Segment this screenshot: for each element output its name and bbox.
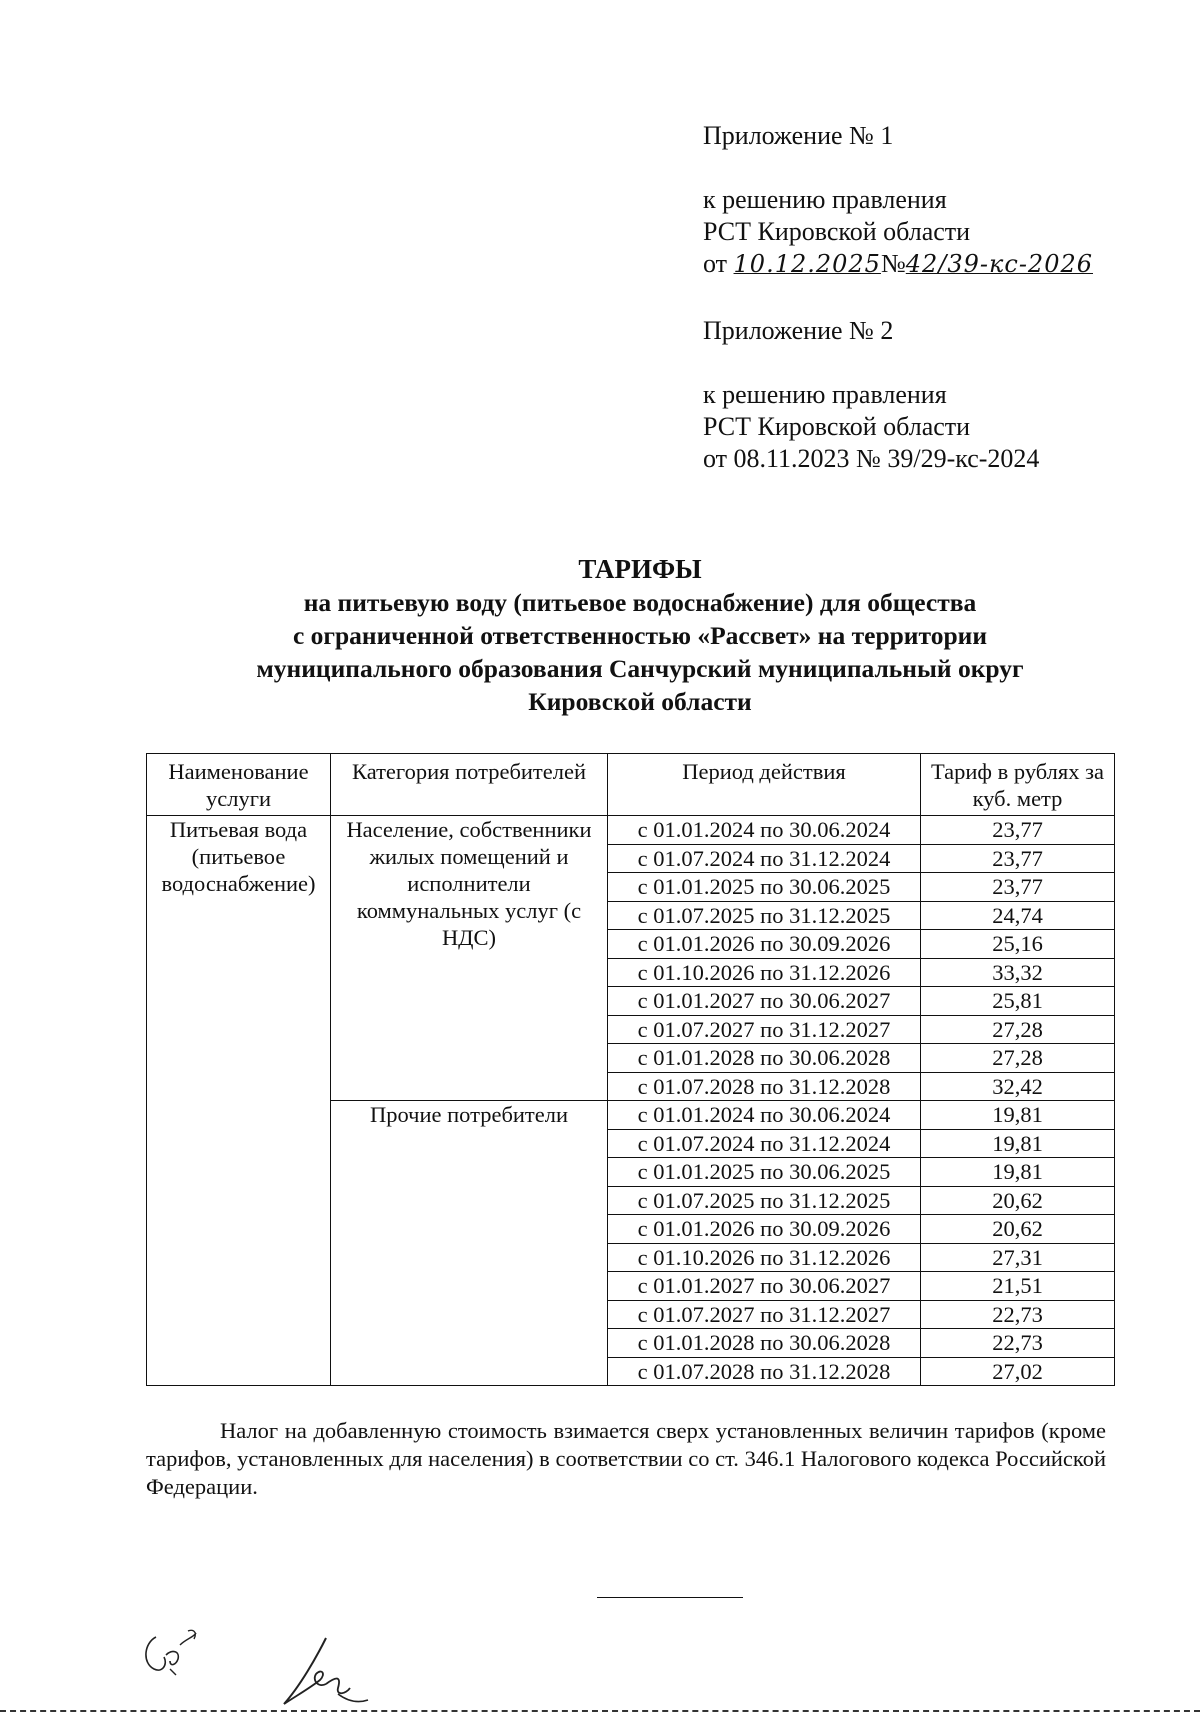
header-period: Период действия bbox=[608, 754, 921, 816]
tariff-cell: 23,77 bbox=[921, 816, 1115, 845]
period-cell: с 01.01.2025 по 30.06.2025 bbox=[608, 1158, 921, 1187]
initials-signature bbox=[136, 1625, 208, 1683]
tariff-cell: 25,16 bbox=[921, 930, 1115, 959]
header-service: Наименование услуги bbox=[147, 754, 331, 816]
tariff-cell: 22,73 bbox=[921, 1300, 1115, 1329]
tariff-cell: 20,62 bbox=[921, 1215, 1115, 1244]
vat-footnote: Налог на добавленную стоимость взимается сверх установленных величин тарифов (кроме тарифов, установленных для населения) в соответствии со ст. 346.1 Налогового кодекса Российской Федерации. bbox=[146, 1418, 1106, 1499]
appendix-1-block bbox=[703, 120, 1093, 280]
service-name-cell: Питьевая вода (питьевое водоснабжение) bbox=[147, 816, 331, 1386]
tariff-cell: 19,81 bbox=[921, 1129, 1115, 1158]
tariff-cell: 33,32 bbox=[921, 958, 1115, 987]
heading-line-3: муниципального образования Санчурский муниципальный округ bbox=[256, 654, 1024, 683]
handwritten-date: 10.12.2025 bbox=[733, 250, 881, 278]
period-cell: с 01.07.2027 по 31.12.2027 bbox=[608, 1300, 921, 1329]
tariff-cell: 23,77 bbox=[921, 873, 1115, 902]
period-cell: с 01.10.2026 по 31.12.2026 bbox=[608, 958, 921, 987]
scan-edge-line bbox=[0, 1710, 1200, 1712]
appendix-2-line-2: РСТ Кировской области bbox=[703, 412, 971, 441]
appendix-1-line-2: РСТ Кировской области bbox=[703, 217, 971, 246]
period-cell: с 01.07.2027 по 31.12.2027 bbox=[608, 1015, 921, 1044]
period-cell: с 01.10.2026 по 31.12.2026 bbox=[608, 1243, 921, 1272]
period-cell: с 01.01.2028 по 30.06.2028 bbox=[608, 1329, 921, 1358]
tariff-cell: 25,81 bbox=[921, 987, 1115, 1016]
period-cell: с 01.01.2027 по 30.06.2027 bbox=[608, 987, 921, 1016]
number-sign: № bbox=[880, 249, 906, 278]
heading-line-4: Кировской области bbox=[528, 687, 752, 716]
tariff-cell: 20,62 bbox=[921, 1186, 1115, 1215]
table-header-row bbox=[147, 754, 1115, 816]
period-cell: с 01.07.2028 по 31.12.2028 bbox=[608, 1357, 921, 1386]
appendix-1-title: Приложение № 1 bbox=[703, 121, 894, 150]
heading-title: ТАРИФЫ bbox=[578, 554, 702, 584]
consumer-category-cell: Прочие потребители bbox=[331, 1101, 608, 1386]
heading-line-2: с ограниченной ответственностью «Рассвет» на территории bbox=[292, 621, 988, 650]
tariff-cell: 19,81 bbox=[921, 1101, 1115, 1130]
period-cell: с 01.01.2025 по 30.06.2025 bbox=[608, 873, 921, 902]
header-category: Категория потребителей bbox=[331, 754, 608, 816]
period-cell: с 01.07.2024 по 31.12.2024 bbox=[608, 1129, 921, 1158]
tariff-cell: 27,28 bbox=[921, 1015, 1115, 1044]
tariff-cell: 27,28 bbox=[921, 1044, 1115, 1073]
period-cell: с 01.07.2025 по 31.12.2025 bbox=[608, 1186, 921, 1215]
period-cell: с 01.01.2027 по 30.06.2027 bbox=[608, 1272, 921, 1301]
tariff-cell: 32,42 bbox=[921, 1072, 1115, 1101]
document-heading bbox=[140, 553, 1140, 718]
closing-rule bbox=[597, 1597, 743, 1598]
period-cell: с 01.01.2024 по 30.06.2024 bbox=[608, 1101, 921, 1130]
period-cell: с 01.01.2024 по 30.06.2024 bbox=[608, 816, 921, 845]
tariff-cell: 27,31 bbox=[921, 1243, 1115, 1272]
tariff-cell: 19,81 bbox=[921, 1158, 1115, 1187]
tariffs-table bbox=[146, 753, 1115, 1386]
period-cell: с 01.01.2026 по 30.09.2026 bbox=[608, 930, 921, 959]
appendix-2-block bbox=[703, 315, 1039, 475]
appendix-2-line-3: от 08.11.2023 № 39/29-кс-2024 bbox=[703, 444, 1040, 473]
tariff-cell: 21,51 bbox=[921, 1272, 1115, 1301]
appendix-1-line-1: к решению правления bbox=[703, 185, 947, 214]
header-tariff: Тариф в рублях за куб. метр bbox=[921, 754, 1115, 816]
period-cell: с 01.01.2028 по 30.06.2028 bbox=[608, 1044, 921, 1073]
period-cell: с 01.07.2025 по 31.12.2025 bbox=[608, 901, 921, 930]
appendix-2-line-1: к решению правления bbox=[703, 380, 947, 409]
tariff-cell: 24,74 bbox=[921, 901, 1115, 930]
heading-line-1: на питьевую воду (питьевое водоснабжение) для общества bbox=[303, 588, 977, 617]
tariff-cell: 27,02 bbox=[921, 1357, 1115, 1386]
period-cell: с 01.01.2026 по 30.09.2026 bbox=[608, 1215, 921, 1244]
appendix-1-prefix: от bbox=[703, 249, 734, 278]
tariff-cell: 23,77 bbox=[921, 844, 1115, 873]
tariff-cell: 22,73 bbox=[921, 1329, 1115, 1358]
consumer-category-cell: Население, собственники жилых помещений и исполнители коммунальных услуг (с НДС) bbox=[331, 816, 608, 1101]
period-cell: с 01.07.2024 по 31.12.2024 bbox=[608, 844, 921, 873]
appendix-2-title: Приложение № 2 bbox=[703, 316, 894, 345]
table-row bbox=[147, 816, 1115, 845]
appendix-1-decision-ref bbox=[703, 248, 1093, 280]
signature bbox=[276, 1630, 386, 1715]
period-cell: с 01.07.2028 по 31.12.2028 bbox=[608, 1072, 921, 1101]
handwritten-number: 42/39-кс-2026 bbox=[905, 250, 1093, 278]
